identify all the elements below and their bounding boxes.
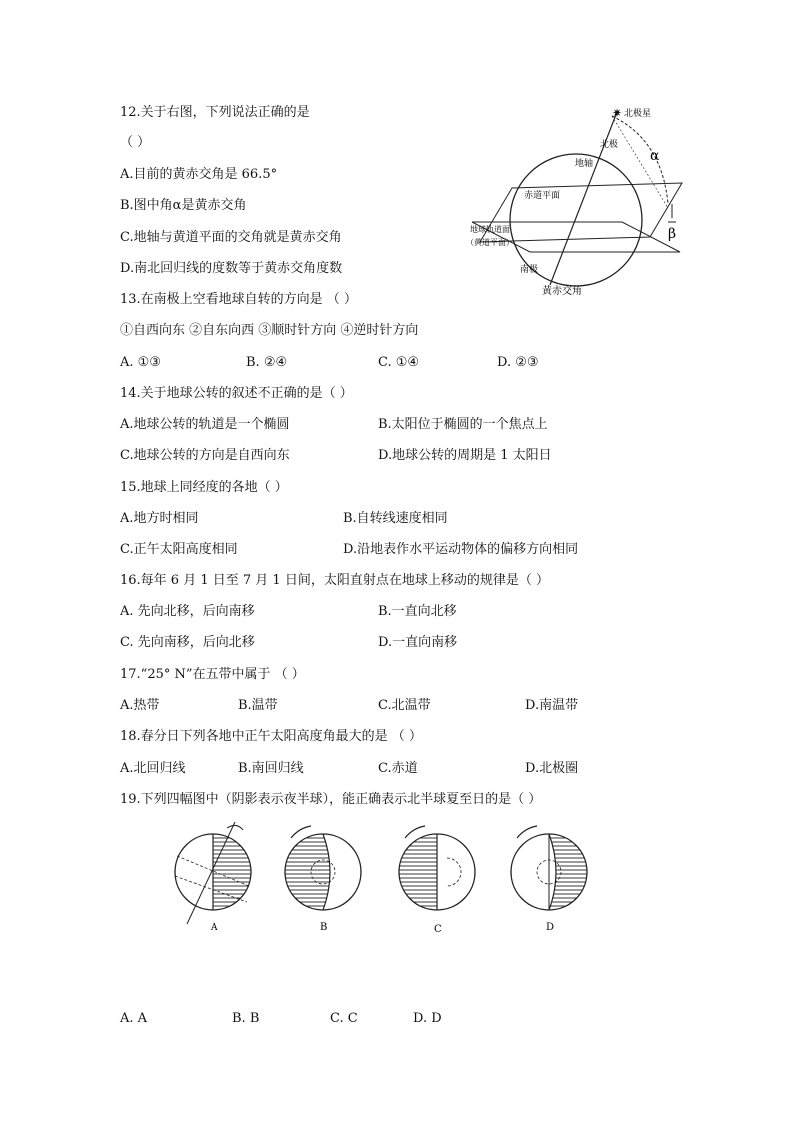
q14-stem: 14.关于地球公转的叙述不正确的是（ ） (120, 386, 353, 401)
figure-a-globe (175, 822, 251, 924)
q19-option-c: C. C (330, 1011, 358, 1026)
equator-plane-label: 赤道平面 (524, 191, 561, 201)
south-pole-label: 南极 (520, 265, 539, 275)
q12-option-b: B.图中角α是黄赤交角 (120, 198, 247, 213)
q18-stem: 18.春分日下列各地中正午太阳高度角最大的是 （ ） (120, 729, 422, 744)
q14-option-d: D.地球公转的周期是 1 太阳日 (378, 448, 552, 463)
figure-a-label: A (211, 923, 218, 933)
q19-option-b: B. B (232, 1011, 260, 1026)
q15-option-a: A.地方时相同 (120, 511, 199, 526)
q14-option-c: C.地球公转的方向是自西向东 (120, 448, 290, 463)
q13-option-c: C. ①④ (378, 355, 420, 370)
q12-answer-bracket: （ ） (120, 135, 151, 150)
q13-stem: 13.在南极上空看地球自转的方向是 （ ） (120, 292, 357, 307)
q13-items: ①自西向东 ②自东向西 ③顺时针方向 ④逆时针方向 (120, 323, 419, 338)
orbit-plane-label: 地球轨道面 (470, 225, 510, 234)
beta-label: β (668, 226, 677, 242)
q13-option-a: A. ①③ (120, 355, 161, 370)
alpha-label: α (650, 148, 660, 164)
q17-option-b: B.温带 (238, 698, 278, 713)
figure-d-globe (511, 826, 587, 910)
q17-option-d: D.南温带 (525, 698, 579, 713)
figure-c-label: C (434, 924, 442, 935)
q15-option-d: D.沿地表作水平运动物体的偏移方向相同 (343, 542, 579, 557)
q13-option-b: B. ②④ (246, 355, 288, 370)
q18-option-a: A.北回归线 (120, 761, 186, 776)
q12-option-c: C.地轴与黄道平面的交角就是黄赤交角 (120, 230, 342, 245)
north-star-label: 北极星 (624, 109, 652, 119)
q12-option-d: D.南北回归线的度数等于黄赤交角度数 (120, 261, 343, 276)
q19-stem: 19.下列四幅图中（阴影表示夜半球），能正确表示北半球夏至日的是（ ） (120, 792, 542, 807)
ecliptic-label: （黄道平面） (466, 238, 514, 247)
q19-option-d: D. D (413, 1011, 442, 1026)
q18-option-b: B.南回归线 (238, 761, 304, 776)
q19-option-a: A. A (120, 1011, 148, 1026)
q17-option-c: C.北温带 (378, 698, 431, 713)
north-pole-label: 北极 (600, 140, 619, 150)
q16-option-a: A. 先向北移，后向南移 (120, 604, 255, 619)
q19-figures (165, 820, 605, 940)
q12-option-a: A.目前的黄赤交角是 66.5° (120, 167, 278, 182)
q14-option-b: B.太阳位于椭圆的一个焦点上 (378, 417, 548, 432)
q16-stem: 16.每年 6 月 1 日至 7 月 1 日间，太阳直射点在地球上移动的规律是（ ） (120, 573, 549, 588)
figure-caption: 黄赤交角 (542, 286, 582, 297)
q18-option-c: C.赤道 (378, 761, 418, 776)
q15-stem: 15.地球上同经度的各地（ ） (120, 480, 288, 495)
q16-option-d: D.一直向南移 (378, 635, 458, 650)
figure-d-label: D (546, 922, 555, 933)
q15-option-c: C.正午太阳高度相同 (120, 542, 238, 557)
figure-b-label: B (320, 922, 328, 933)
axis-label: 地轴 (575, 159, 594, 169)
q16-option-b: B.一直向北移 (378, 604, 457, 619)
q14-option-a: A.地球公转的轨道是一个椭圆 (120, 417, 290, 432)
q15-option-b: B.自转线速度相同 (343, 511, 448, 526)
q17-option-a: A.热带 (120, 698, 160, 713)
q17-stem: 17.“25° N”在五带中属于 （ ） (120, 667, 305, 682)
q18-option-d: D.北极圈 (525, 761, 579, 776)
figure-c-globe (399, 826, 475, 910)
q16-option-c: C. 先向南移，后向北移 (120, 635, 255, 650)
q13-option-d: D. ②③ (497, 355, 539, 370)
q12-stem: 12.关于右图，下列说法正确的是 (120, 105, 310, 120)
ecliptic-angle-figure (466, 100, 677, 300)
figure-b-globe (285, 826, 361, 910)
north-star-icon: ✷ (612, 106, 623, 120)
